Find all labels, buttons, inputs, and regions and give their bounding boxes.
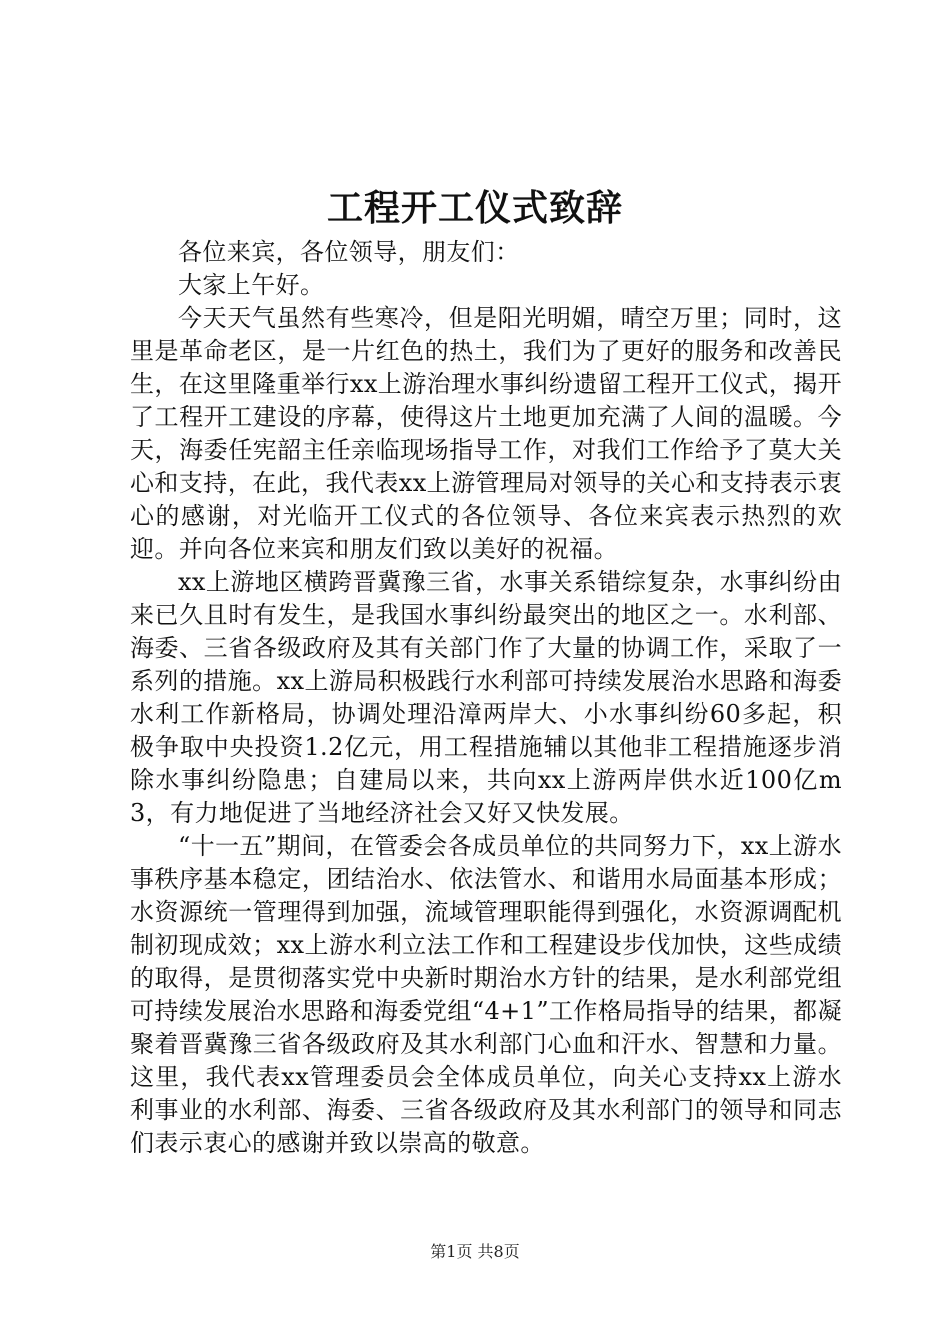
document-title: 工程开工仪式致辞 — [326, 187, 623, 229]
paragraph-achievements: “十一五”期间，在管委会各成员单位的共同努力下，xx上游水事秩序基本稳定，团结治水、依法管水、和谐用水局面基本形成；水资源统一管理得到加强，流域管理职能得到强化，水资源调配机制初现成效；xx上游水利立法工作和工程建设步伐加快，这些成绩的取得，是贯彻落实党中央新时期治水方针的结果，是水利部党组可持续发展治水思路和海委党组“4+1”工作格局指导的结果，都凝聚着晋冀豫三省各级政府及其水利部门心血和汗水、智慧和力量。这里，我代表xx管理委员会全体成员单位，向关心支持xx上游水利事业的水利部、海委、三省各级政府及其水利部门的领导和同志们表示衷心的感谢并致以崇高的敬意。 — [130, 832, 842, 1157]
document-body — [130, 236, 842, 1160]
paragraph-greeting: 大家上午好。 — [178, 271, 325, 299]
paragraph-opening: 今天天气虽然有些寒冷，但是阳光明媚，晴空万里；同时，这里是革命老区，是一片红色的热土，我们为了更好的服务和改善民生，在这里隆重举行xx上游治理水事纠纷遗留工程开工仪式，揭开了工程开工建设的序幕，使得这片土地更加充满了人间的温暖。今天，海委任宪韶主任亲临现场指导工作，对我们工作给予了莫大关心和支持，在此，我代表xx上游管理局对领导的关心和支持表示衷心的感谢，对光临开工仪式的各位领导、各位来宾表示热烈的欢迎。并向各位来宾和朋友们致以美好的祝福。 — [130, 304, 842, 563]
paragraph-background: xx上游地区横跨晋冀豫三省，水事关系错综复杂，水事纠纷由来已久且时有发生，是我国水事纠纷最突出的地区之一。水利部、海委、三省各级政府及其有关部门作了大量的协调工作，采取了一系列的措施。xx上游局积极践行水利部可持续发展治水思路和海委水利工作新格局，协调处理沿漳两岸大、小水事纠纷60多起，积极争取中央投资1.2亿元，用工程措施辅以其他非工程措施逐步消除水事纠纷隐患；自建局以来，共向xx上游两岸供水近100亿m3，有力地促进了当地经济社会又好又快发展。 — [130, 568, 842, 827]
paragraph-salutation: 各位来宾，各位领导，朋友们： — [178, 238, 520, 266]
page-footer: 第1页 共8页 — [430, 1242, 520, 1261]
